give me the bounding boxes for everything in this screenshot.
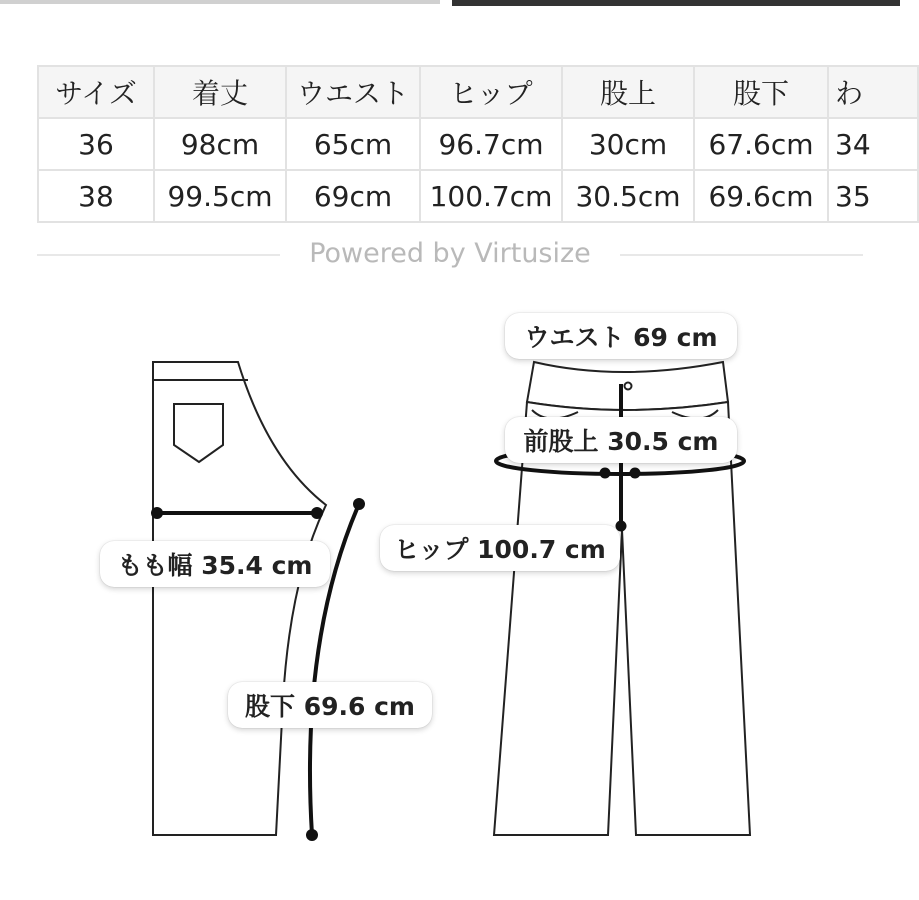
cell-thigh-cut: 34	[828, 118, 918, 170]
powered-by-text[interactable]: Powered by Virtusize	[309, 238, 591, 269]
hip-label-text: ヒップ 100.7 cm	[394, 535, 606, 564]
cell-size: 36	[38, 118, 154, 170]
inseam-measure-label	[228, 682, 432, 728]
cell-thigh-cut: 35	[828, 170, 918, 222]
inseam-label-text: 股下 69.6 cm	[245, 692, 415, 721]
header-waist: ウエスト	[286, 66, 420, 118]
cell-inseam: 67.6cm	[694, 118, 828, 170]
cell-hip: 100.7cm	[420, 170, 562, 222]
cell-rise: 30.5cm	[562, 170, 694, 222]
header-inseam: 股下	[694, 66, 828, 118]
cell-size: 38	[38, 170, 154, 222]
cell-length: 99.5cm	[154, 170, 286, 222]
header-thigh-cut: わ	[828, 66, 918, 118]
header-size: サイズ	[38, 66, 154, 118]
cell-rise: 30cm	[562, 118, 694, 170]
side-view-pants	[153, 362, 326, 835]
thigh-measure-label	[100, 541, 330, 587]
header-hip: ヒップ	[420, 66, 562, 118]
hip-measure-label	[380, 525, 620, 571]
front-rise-label-text: 前股上 30.5 cm	[523, 427, 719, 456]
cell-inseam: 69.6cm	[694, 170, 828, 222]
cell-length: 98cm	[154, 118, 286, 170]
cell-waist: 65cm	[286, 118, 420, 170]
cell-waist: 69cm	[286, 170, 420, 222]
header-length: 着丈	[154, 66, 286, 118]
cell-hip: 96.7cm	[420, 118, 562, 170]
front-rise-measure-label	[505, 417, 737, 463]
waist-measure-label	[505, 313, 737, 359]
header-rise: 股上	[562, 66, 694, 118]
waist-label-text: ウエスト 69 cm	[524, 323, 718, 352]
thigh-label-text: もも幅 35.4 cm	[117, 551, 313, 580]
